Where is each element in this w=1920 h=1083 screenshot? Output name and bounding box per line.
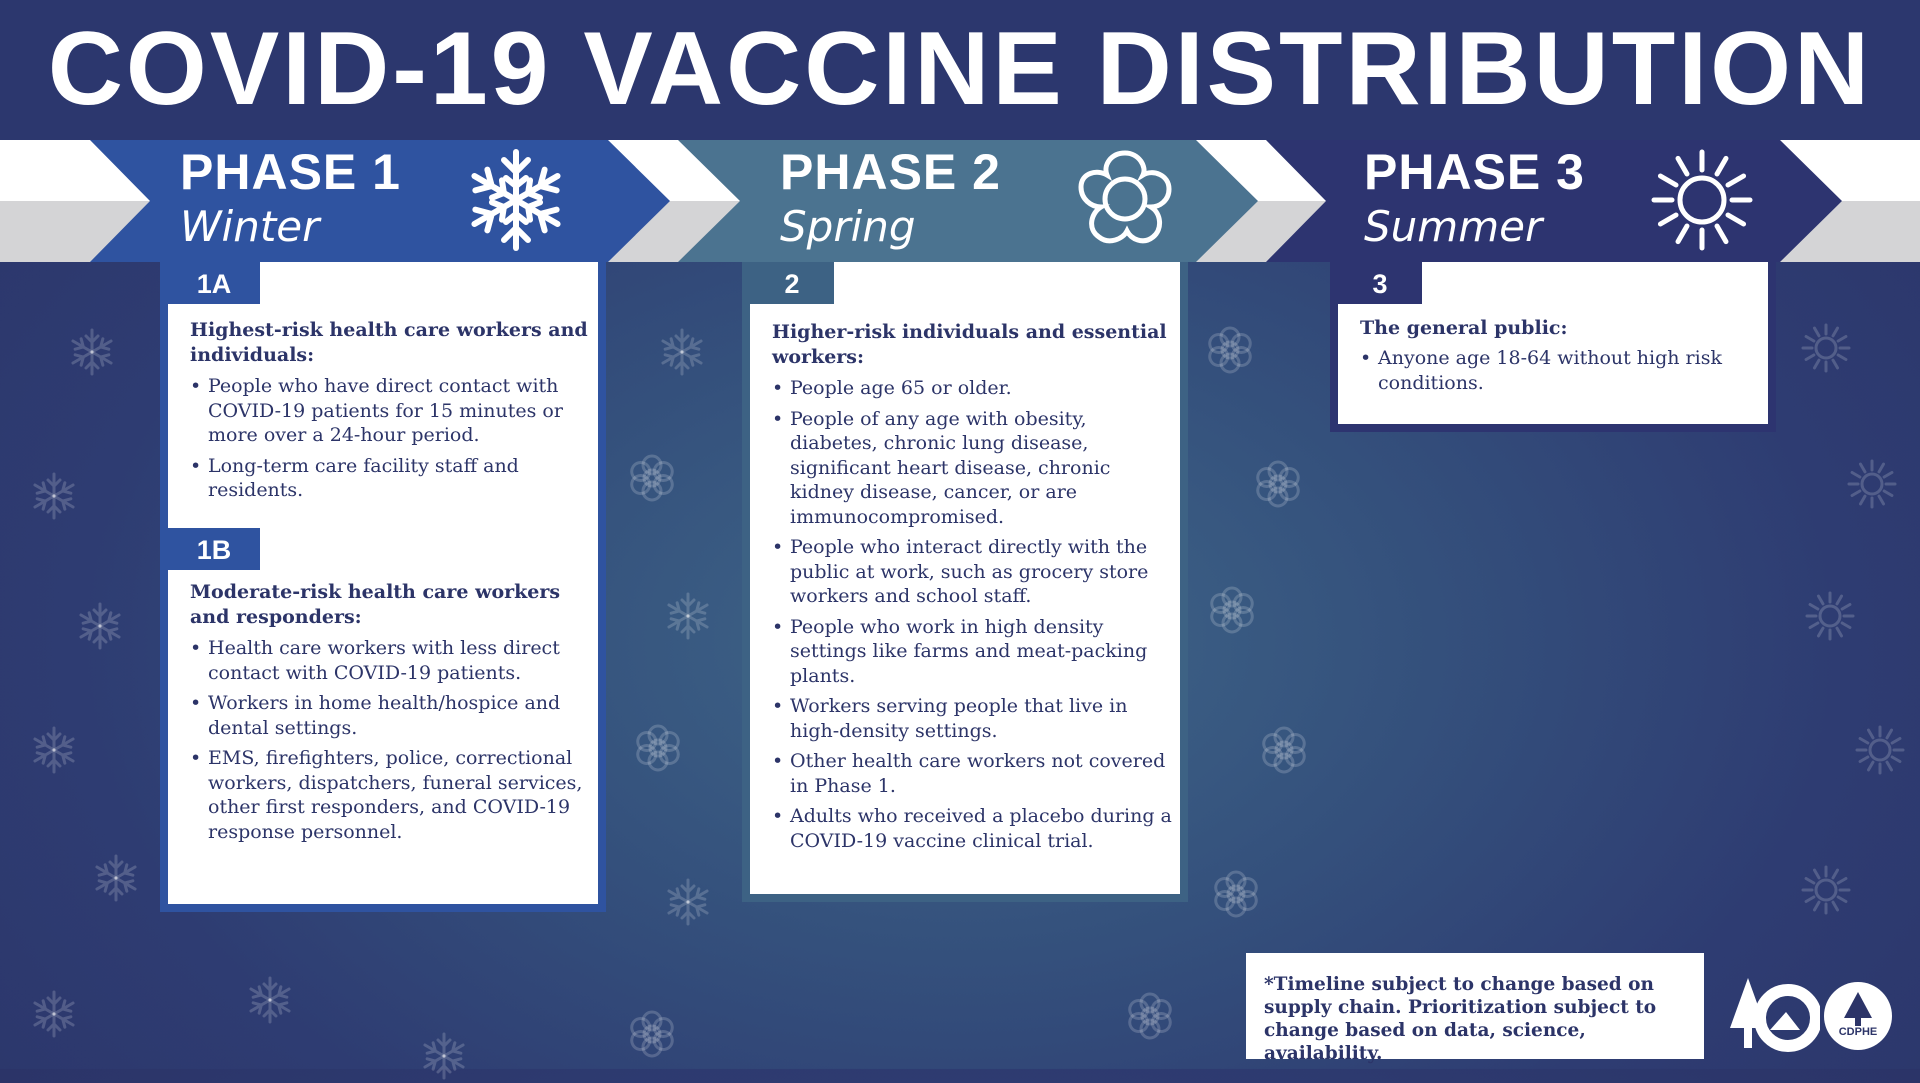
flower-icon	[1203, 323, 1257, 377]
tag-1a: 1A	[168, 262, 260, 304]
snowflake-icon	[89, 851, 143, 905]
flower-icon	[1074, 148, 1176, 250]
flower-icon	[1257, 723, 1311, 777]
snowflake-icon	[65, 325, 119, 379]
sun-icon	[1845, 457, 1899, 511]
tag-3: 3	[1338, 262, 1422, 304]
colorado-logo-icon	[1730, 978, 1820, 1054]
flower-icon	[1209, 867, 1263, 921]
phase3-season: Summer	[1364, 202, 1543, 251]
list-item: • Other health care workers not covered in Phase 1.	[772, 749, 1172, 798]
phase1-card	[160, 262, 606, 912]
sun-icon	[1650, 148, 1754, 252]
list-item: • People who interact directly with the public at work, such as grocery store workers and school staff.	[772, 535, 1172, 609]
flower-icon	[625, 451, 679, 505]
snowflake-icon	[27, 723, 81, 777]
phase1-label: PHASE 1	[180, 144, 401, 200]
phase3-label: PHASE 3	[1364, 144, 1585, 200]
group-3-heading: The general public:	[1360, 317, 1568, 339]
tag-1b: 1B	[168, 528, 260, 570]
list-item: • Workers serving people that live in high-density settings.	[772, 694, 1172, 743]
snowflake-icon	[661, 589, 715, 643]
snowflake-icon	[73, 599, 127, 653]
list-item: • Anyone age 18-64 without high risk conditions.	[1360, 346, 1760, 395]
sun-icon	[1853, 723, 1907, 777]
snowflake-icon	[466, 146, 566, 254]
list-item: • Adults who received a placebo during a COVID-19 vaccine clinical trial.	[772, 804, 1172, 853]
list-item: • People who work in high density settings like farms and meat-packing plants.	[772, 615, 1172, 689]
tag-2: 2	[750, 262, 834, 304]
phase2-card	[742, 262, 1188, 902]
flower-icon	[625, 1007, 679, 1061]
sun-icon	[1799, 321, 1853, 375]
flower-icon	[631, 721, 685, 775]
list-item: • Health care workers with less direct contact with COVID-19 patients.	[190, 636, 590, 685]
phase1-season: Winter	[180, 202, 320, 251]
phase3-card	[1330, 262, 1776, 432]
snowflake-icon	[243, 973, 297, 1027]
snowflake-icon	[417, 1029, 471, 1083]
list-item: • EMS, firefighters, police, correctional workers, dispatchers, funeral services, other first responders, and COVID-19 response personnel.	[190, 746, 590, 844]
group-1a-heading: Highest-risk health care workers and individuals:	[190, 319, 588, 366]
list-item: • People of any age with obesity, diabetes, chronic lung disease, significant heart disease, chronic kidney disease, cancer, or are immunocompromised.	[772, 407, 1172, 530]
group-1b-heading: Moderate-risk health care workers and responders:	[190, 581, 561, 628]
cdphe-logo-icon	[1824, 982, 1892, 1050]
snowflake-icon	[655, 325, 709, 379]
flower-icon	[1205, 583, 1259, 637]
snowflake-icon	[661, 875, 715, 929]
group-3-list	[1360, 346, 1760, 401]
group-1a-list	[190, 374, 590, 509]
flower-icon	[1251, 457, 1305, 511]
group-2-list	[772, 376, 1172, 859]
cdphe-tree-icon	[1824, 982, 1892, 1050]
cdphe-logo-label: CDPHE	[1838, 1026, 1878, 1038]
flower-icon	[1123, 989, 1177, 1043]
page-title: COVID-19 VACCINE DISTRIBUTION	[47, 11, 1873, 127]
sun-icon	[1799, 863, 1853, 917]
snowflake-icon	[27, 987, 81, 1041]
list-item: • Long-term care facility staff and residents.	[190, 454, 590, 503]
list-item: • People age 65 or older.	[772, 376, 1172, 401]
phase2-season: Spring	[780, 202, 916, 251]
list-item: • Workers in home health/hospice and dental settings.	[190, 691, 590, 740]
timeline-disclaimer: *Timeline subject to change based on supply chain. Prioritization subject to change based on data, science, availability.	[1246, 953, 1704, 1059]
sun-icon	[1803, 589, 1857, 643]
snowflake-icon	[27, 469, 81, 523]
phase2-label: PHASE 2	[780, 144, 1001, 200]
group-1b-list	[190, 636, 590, 850]
group-2-heading: Higher-risk individuals and essential workers:	[772, 321, 1167, 368]
list-item: • People who have direct contact with COVID-19 patients for 15 minutes or more over a 24-hour period.	[190, 374, 590, 448]
